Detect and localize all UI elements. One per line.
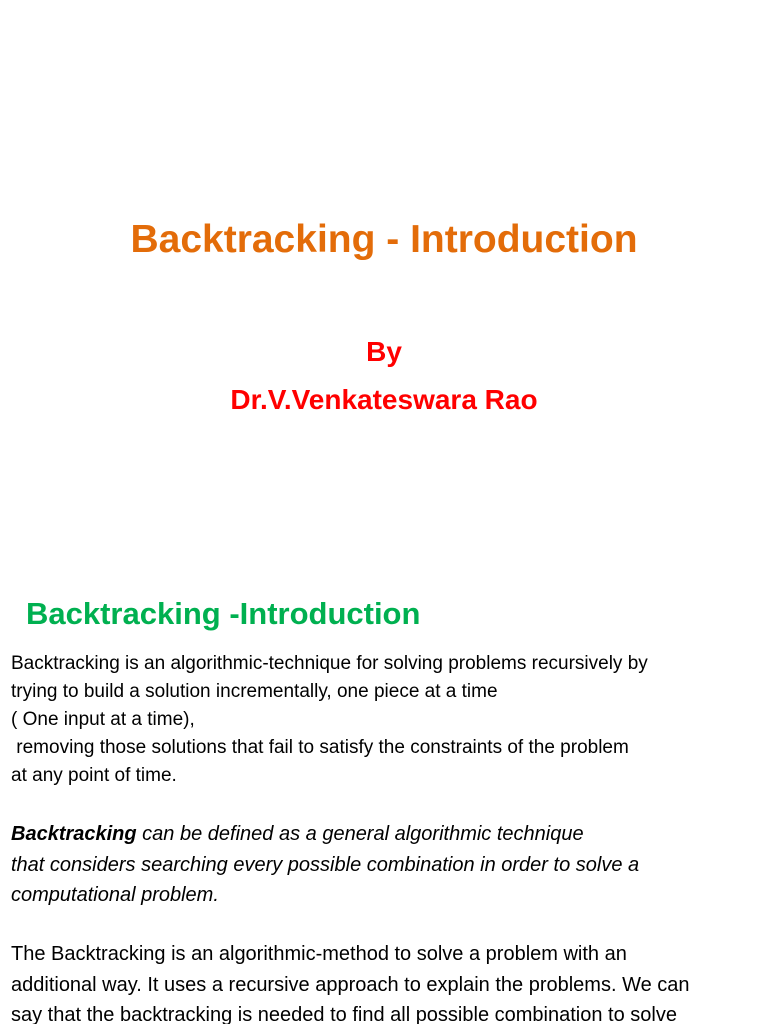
paragraph-line: trying to build a solution incrementally, one piece at a time bbox=[11, 681, 498, 702]
paragraph-line: Backtracking is an algorithmic-technique for solving problems recursively by bbox=[11, 653, 648, 674]
slide-title: Backtracking - Introduction bbox=[130, 218, 638, 261]
paragraph-line: say that the backtracking is needed to find all possible combination to solve bbox=[11, 1004, 677, 1024]
paragraph-line: computational problem. bbox=[11, 884, 219, 906]
paragraph-text: can be defined as a general algorithmic technique bbox=[136, 823, 584, 845]
paragraph-line: at any point of time. bbox=[11, 765, 177, 786]
paragraph-definition bbox=[11, 650, 768, 790]
paragraph-line: The Backtracking is an algorithmic-method to solve a problem with an bbox=[11, 943, 627, 965]
paragraph-line: additional way. It uses a recursive approach to explain the problems. We can bbox=[11, 973, 690, 996]
bold-term: Backtracking bbox=[11, 823, 137, 845]
paragraph-line: ( One input at a time), bbox=[11, 709, 195, 730]
section-heading: Backtracking -Introduction bbox=[26, 596, 421, 631]
by-label: By bbox=[366, 336, 402, 367]
paragraph-line bbox=[11, 819, 768, 850]
paragraph-line: removing those solutions that fail to satisfy the constraints of the problem bbox=[11, 737, 629, 758]
paragraph-line: that considers searching every possible combination in order to solve a bbox=[11, 853, 640, 876]
paragraph-general-definition bbox=[11, 819, 768, 911]
paragraph-method bbox=[11, 939, 768, 1024]
author-name: Dr.V.Venkateswara Rao bbox=[230, 384, 538, 415]
